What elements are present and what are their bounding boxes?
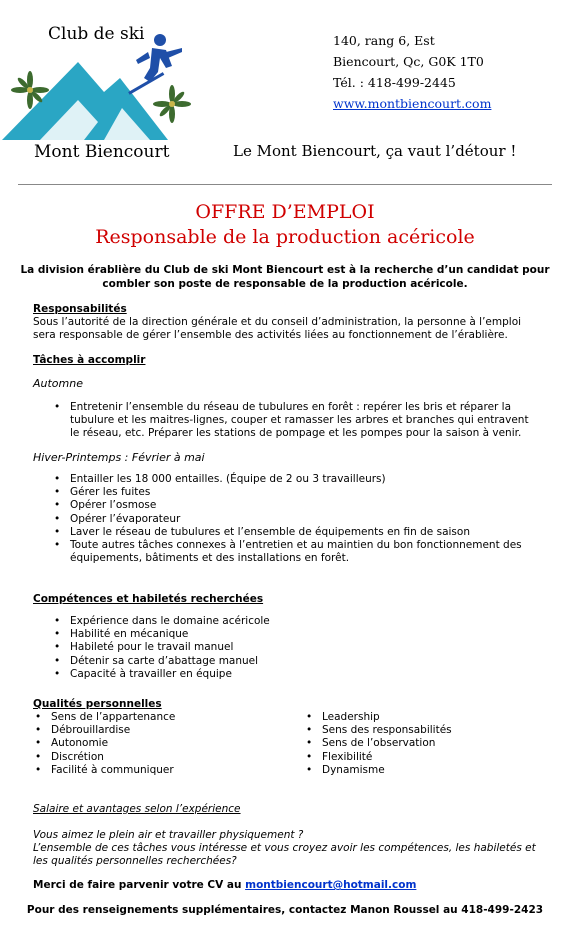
list-item: • Gérer les fuites	[52, 486, 532, 499]
list-item: • Habileté pour le travail manuel	[52, 641, 532, 654]
section-heading-responsabilites: Responsabilités	[33, 303, 127, 315]
list-item: • Toute autres tâches connexes à l’entretien et au maintien du bon fonctionnement des équipements, bâtiments et des installations en forêt.	[52, 539, 532, 565]
section-heading-qualites: Qualités personnelles	[33, 698, 162, 710]
divider	[18, 184, 552, 185]
competences-list	[52, 615, 532, 681]
list-item: • Laver le réseau de tubulures et l’ensemble de équipements en fin de saison	[52, 526, 532, 539]
list-item: • Détenir sa carte d’abattage manuel	[52, 655, 532, 668]
more-info: Pour des renseignements supplémentaires, contactez Manon Roussel au 418-499-2423	[26, 904, 544, 916]
list-item: • Capacité à travailler en équipe	[52, 668, 532, 681]
qualites-list-right	[304, 711, 544, 777]
hiver-list	[52, 473, 532, 565]
intro-text: La division érablière du Club de ski Mont Biencourt est à la recherche d’un candidat pour combler son poste de responsable de la production acéricole.	[20, 264, 550, 290]
list-item: • Opérer l’osmose	[52, 499, 532, 512]
subheading-hiver: Hiver-Printemps : Février à mai	[33, 451, 205, 464]
list-item: • Facilité à communiquer	[33, 764, 283, 777]
list-item: • Leadership	[304, 711, 544, 724]
list-item: • Expérience dans le domaine acéricole	[52, 615, 532, 628]
contact-line	[33, 879, 416, 891]
page-title: OFFRE D’EMPLOI	[195, 201, 375, 223]
job-title: Responsable de la production acéricole	[95, 226, 475, 248]
edelweiss-icon	[153, 85, 191, 123]
list-item: • Autonomie	[33, 737, 283, 750]
list-item: • Sens de l’observation	[304, 737, 544, 750]
list-item: • Débrouillardise	[33, 724, 283, 737]
subheading-automne: Automne	[33, 377, 83, 390]
list-item: • Discrétion	[33, 751, 283, 764]
phone-number: Tél. : 418-499-2445	[333, 75, 456, 90]
section-heading-taches: Tâches à accomplir	[33, 354, 146, 366]
slogan: Le Mont Biencourt, ça vaut l’détour !	[233, 142, 517, 160]
responsabilites-text: Sous l’autorité de la direction générale et du conseil d’administration, la personne à l’emploi sera responsable de gérer l’ensemble des activités liées au fonctionnement de l’érablière.	[33, 316, 522, 341]
website-link[interactable]: www.montbiencourt.com	[333, 96, 492, 111]
list-item: • Opérer l’évaporateur	[52, 513, 532, 526]
qualites-list-left	[33, 711, 283, 777]
contact-prefix: Merci de faire parvenir votre CV au	[33, 879, 246, 891]
email-link[interactable]: montbiencourt@hotmail.com	[245, 879, 417, 891]
list-item: • Entretenir l’ensemble du réseau de tubulures en forêt : repérer les bris et réparer la tubulure et les maitres-lignes, couper et ramasser les arbres et branches qui entravent le réseau, etc. Préparer les stations de pompage et les pompes pour la saison à venir.	[52, 401, 532, 441]
closing-line1: Vous aimez le plein air et travailler physiquement ?	[33, 829, 304, 841]
list-item: • Sens de l’appartenance	[33, 711, 283, 724]
list-item: • Flexibilité	[304, 751, 544, 764]
address-block	[333, 30, 491, 114]
salaire-text: Salaire et avantages selon l’expérience	[33, 803, 241, 815]
address-line: Biencourt, Qc, G0K 1T0	[333, 54, 484, 69]
list-item: • Sens des responsabilités	[304, 724, 544, 737]
closing-line2: L’ensemble de ces tâches vous intéresse et vous croyez avoir les compétences, les habiletés et les qualités personnelles recherchées?	[33, 842, 536, 867]
address-line: 140, rang 6, Est	[333, 33, 435, 48]
section-heading-competences: Compétences et habiletés recherchées	[33, 593, 264, 605]
automne-list	[52, 401, 532, 441]
list-item: • Habilité en mécanique	[52, 628, 532, 641]
list-item: • Dynamisme	[304, 764, 544, 777]
list-item: • Entailler les 18 000 entailles. (Équipe de 2 ou 3 travailleurs)	[52, 473, 532, 486]
club-name: Club de ski	[48, 24, 145, 44]
mont-name: Mont Biencourt	[34, 142, 170, 162]
